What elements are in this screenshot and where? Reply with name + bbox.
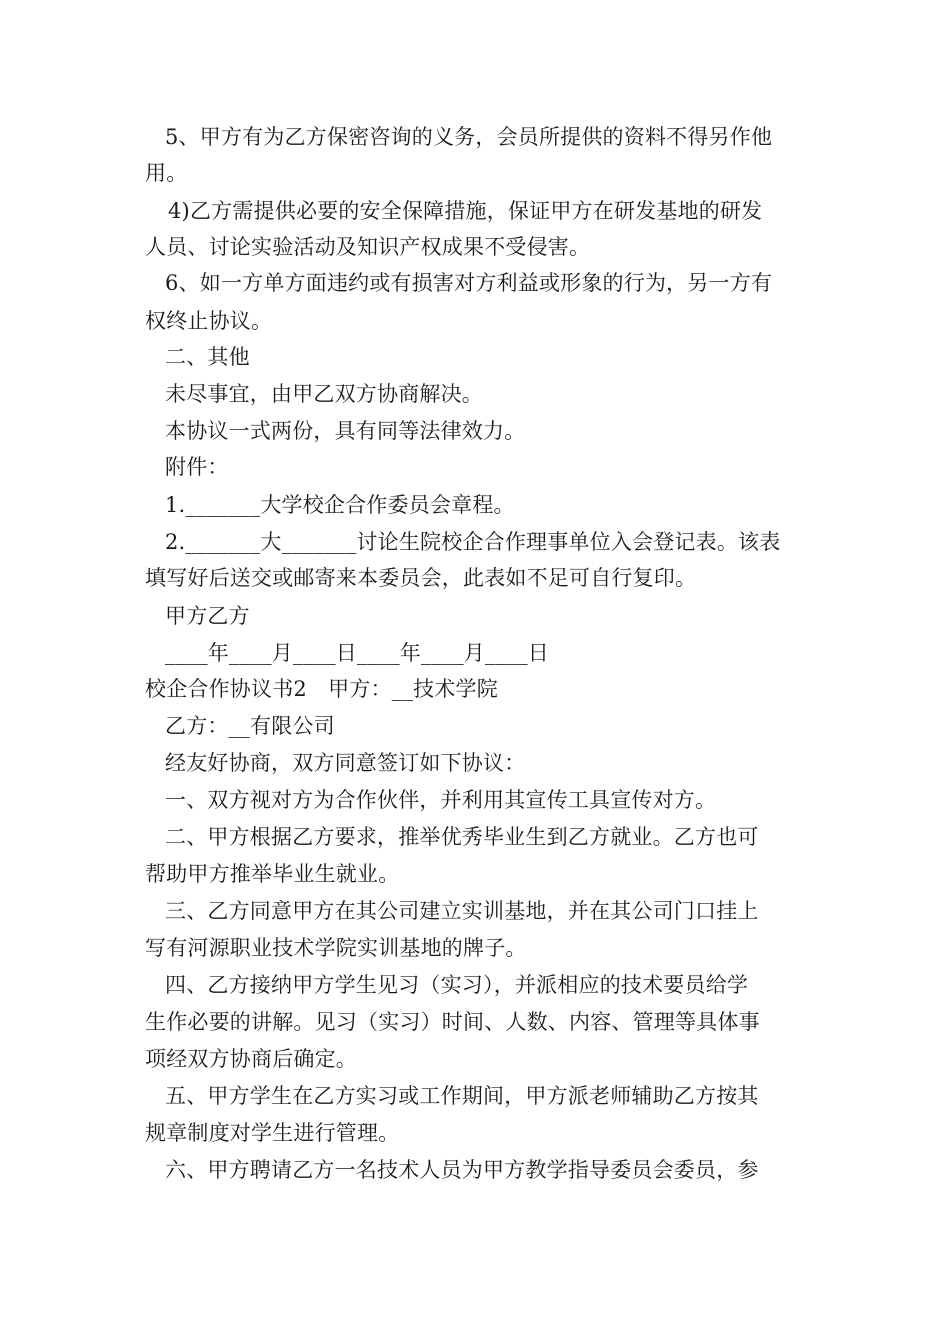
text-line: 4)乙方需提供必要的安全保障措施，保证甲方在研发基地的研发 <box>168 199 763 223</box>
text-line: 四、乙方接纳甲方学生见习（实习），并派相应的技术要员给学 <box>165 973 749 997</box>
text-line: 乙方：__有限公司 <box>165 714 335 738</box>
text-line: 2._______大_______讨论生院校企合作理事单位入会登记表。该表 <box>165 530 781 554</box>
signature-parties: 甲方乙方 <box>165 604 250 628</box>
signature-dates: ____年____月____日____年____月____日 <box>165 641 549 665</box>
text-line: 用。 <box>145 161 188 185</box>
text-line: 6、如一方单方面违约或有损害对方利益或形象的行为，另一方有 <box>165 271 773 295</box>
text-line: 三、乙方同意甲方在其公司建立实训基地，并在其公司门口挂上 <box>165 899 759 923</box>
text-line: 二、甲方根据乙方要求，推举优秀毕业生到乙方就业。乙方也可 <box>165 825 759 849</box>
text-line: 六、甲方聘请乙方一名技术人员为甲方教学指导委员会委员，参 <box>165 1158 759 1182</box>
text-line: 帮助甲方推举毕业生就业。 <box>145 862 400 886</box>
document-title: 校企合作协议书2 甲方：__技术学院 <box>145 677 498 701</box>
text-line: 人员、讨论实验活动及知识产权成果不受侵害。 <box>145 235 591 259</box>
section-heading: 二、其他 <box>165 345 250 369</box>
text-line: 1._______大学校企合作委员会章程。 <box>165 493 515 517</box>
text-line: 未尽事宜，由甲乙双方协商解决。 <box>165 382 483 406</box>
text-line: 一、双方视对方为合作伙伴，并利用其宣传工具宣传对方。 <box>165 788 717 812</box>
text-line: 填写好后送交或邮寄来本委员会，此表如不足可自行复印。 <box>145 566 697 590</box>
text-line: 五、甲方学生在乙方实习或工作期间，甲方派老师辅助乙方按其 <box>165 1084 759 1108</box>
text-line: 权终止协议。 <box>145 309 273 333</box>
text-line: 项经双方协商后确定。 <box>145 1047 357 1071</box>
text-line: 5、甲方有为乙方保密咨询的义务，会员所提供的资料不得另作他 <box>165 125 773 149</box>
text-line: 经友好协商，双方同意签订如下协议： <box>165 751 526 775</box>
text-line: 附件： <box>165 455 229 479</box>
text-line: 写有河源职业技术学院实训基地的牌子。 <box>145 936 527 960</box>
text-line: 本协议一式两份，具有同等法律效力。 <box>165 419 526 443</box>
text-line: 生作必要的讲解。见习（实习）时间、人数、内容、管理等具体事 <box>145 1010 760 1034</box>
text-line: 规章制度对学生进行管理。 <box>145 1121 400 1145</box>
